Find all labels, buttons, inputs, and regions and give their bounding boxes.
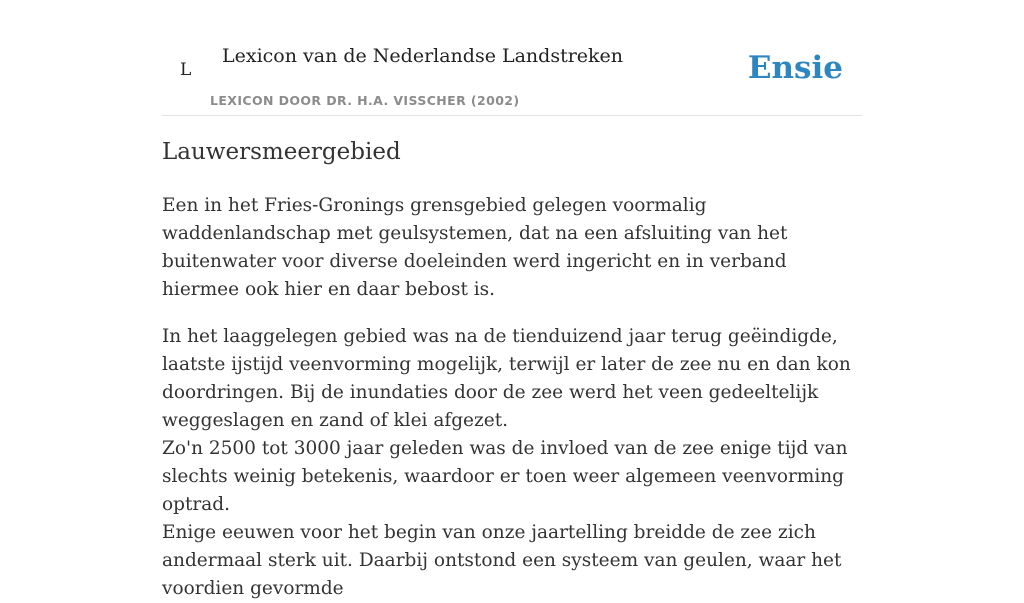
paragraph: Enige eeuwen voor het begin van onze jaartelling breidde de zee zich andermaal sterk uit. Daarbij ontstond een systeem van geulen, waar het voordien gevormde	[162, 522, 842, 599]
entry-body	[162, 192, 862, 603]
paragraph: Een in het Fries-Gronings grensgebied gelegen voormalig waddenlandschap met geulsystemen, dat na een afsluiting van het buitenwater voor diverse doeleinden werd ingericht en in verband hiermee ook hier en daar bebost is.	[162, 195, 788, 300]
paragraph: In het laaggelegen gebied was na de tienduizend jaar terug geëindigde, laatste ijstijd veenvorming mogelijk, terwijl er later de zee nu en dan kon doordringen. Bij de inundaties door de zee werd het veen gedeeltelijk weggeslagen en zand of klei afgezet.	[162, 326, 851, 431]
book-subtitle: LEXICON DOOR DR. H.A. VISSCHER (2002)	[210, 93, 520, 108]
header	[162, 0, 862, 116]
index-letter[interactable]: L	[180, 60, 192, 80]
paragraph: Zo'n 2500 tot 3000 jaar geleden was de invloed van de zee enige tijd van slechts weinig betekenis, waardoor er toen weer algemeen veenvorming optrad.	[162, 438, 848, 515]
entry-title: Lauwersmeergebied	[162, 139, 401, 165]
ensie-logo[interactable]: Ensie	[747, 50, 843, 86]
page	[162, 0, 862, 599]
book-title[interactable]: Lexicon van de Nederlandse Landstreken	[222, 45, 624, 67]
